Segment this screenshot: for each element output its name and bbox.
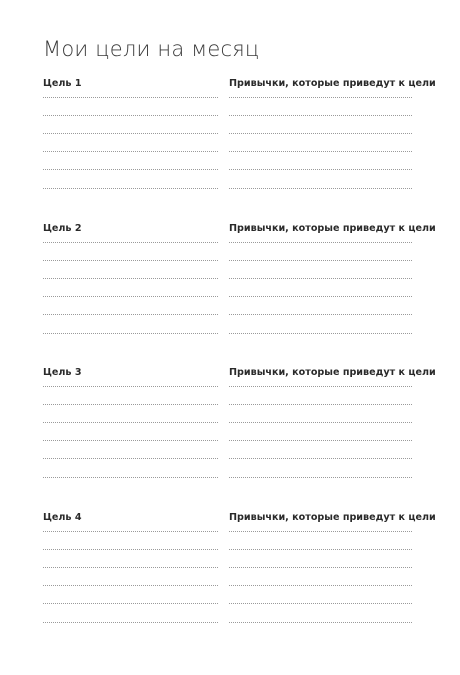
writing-line <box>43 440 218 441</box>
goal-column <box>43 78 218 208</box>
writing-line <box>229 278 412 279</box>
writing-line <box>229 242 412 243</box>
writing-line <box>229 422 412 423</box>
writing-line <box>229 458 412 459</box>
writing-line <box>43 260 218 261</box>
writing-line <box>229 97 412 98</box>
goal-label: Цель 4 <box>43 512 82 523</box>
writing-line <box>43 278 218 279</box>
writing-line <box>43 169 218 170</box>
writing-line <box>43 477 218 478</box>
goal-section-4 <box>0 512 460 642</box>
writing-line <box>43 622 218 623</box>
writing-line <box>43 404 218 405</box>
habits-label: Привычки, которые приведут к цели <box>229 223 436 234</box>
writing-line <box>43 386 218 387</box>
habits-label: Привычки, которые приведут к цели <box>229 512 436 523</box>
writing-line <box>229 296 412 297</box>
goal-label: Цель 2 <box>43 223 82 234</box>
writing-line <box>229 333 412 334</box>
goal-label: Цель 1 <box>43 78 82 89</box>
writing-line <box>43 333 218 334</box>
writing-line <box>43 188 218 189</box>
goal-label: Цель 3 <box>43 367 82 378</box>
writing-line <box>229 549 412 550</box>
writing-line <box>43 603 218 604</box>
writing-line <box>229 531 412 532</box>
writing-line <box>43 585 218 586</box>
writing-line <box>43 115 218 116</box>
habits-column <box>229 367 436 497</box>
goal-section-1 <box>0 78 460 208</box>
writing-line <box>229 603 412 604</box>
goal-section-2 <box>0 223 460 353</box>
writing-line <box>229 260 412 261</box>
habits-column <box>229 512 436 642</box>
habits-label: Привычки, которые приведут к цели <box>229 367 436 378</box>
writing-line <box>43 458 218 459</box>
writing-line <box>229 151 412 152</box>
goal-section-3 <box>0 367 460 497</box>
writing-line <box>229 477 412 478</box>
habits-column <box>229 78 436 208</box>
writing-line <box>229 169 412 170</box>
writing-line <box>43 531 218 532</box>
habits-column <box>229 223 436 353</box>
writing-line <box>229 314 412 315</box>
writing-line <box>229 585 412 586</box>
writing-line <box>43 314 218 315</box>
goal-column <box>43 512 218 642</box>
writing-line <box>43 242 218 243</box>
writing-line <box>229 188 412 189</box>
writing-line <box>43 151 218 152</box>
goal-column <box>43 367 218 497</box>
writing-line <box>43 567 218 568</box>
writing-line <box>229 622 412 623</box>
writing-line <box>229 440 412 441</box>
writing-line <box>229 567 412 568</box>
writing-line <box>43 549 218 550</box>
writing-line <box>229 115 412 116</box>
writing-line <box>229 386 412 387</box>
writing-line <box>43 422 218 423</box>
writing-line <box>229 133 412 134</box>
goal-column <box>43 223 218 353</box>
writing-line <box>229 404 412 405</box>
writing-line <box>43 97 218 98</box>
writing-line <box>43 133 218 134</box>
page-title: Мои цели на месяц <box>43 37 260 61</box>
habits-label: Привычки, которые приведут к цели <box>229 78 436 89</box>
writing-line <box>43 296 218 297</box>
